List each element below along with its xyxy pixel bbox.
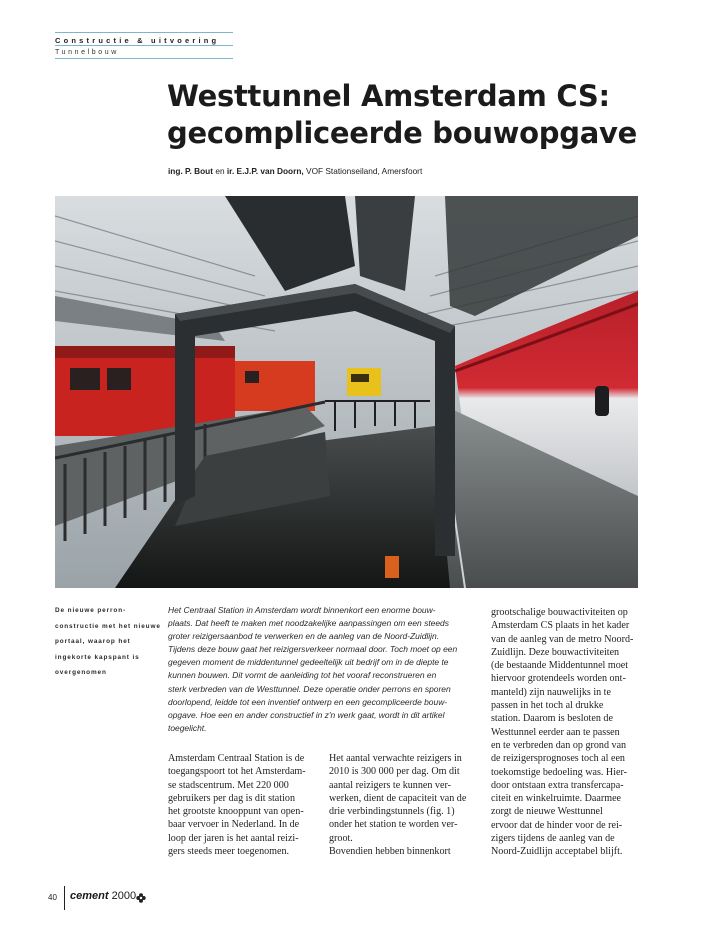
body-line: werken, dient de capaciteit van de — [329, 792, 467, 804]
page-number: 40 — [48, 893, 57, 902]
article-intro — [168, 604, 476, 735]
author-2: ir. E.J.P. van Doorn, — [226, 166, 304, 176]
magazine-year: 2000 — [108, 890, 137, 902]
body-column-3 — [491, 606, 639, 859]
body-line: station. Daarom is besloten de — [491, 713, 613, 725]
intro-line: doorlopend, leidde tot een inventief ontwerp en een gecompliceerde bouw- — [168, 696, 448, 707]
body-line: drie verbindingstunnels (fig. 1) — [329, 806, 455, 818]
station-photo — [55, 196, 638, 588]
body-line: en te verbreden dan op grond van — [491, 739, 627, 751]
body-line: baar vervoer in Nederland. In de — [168, 819, 300, 831]
body-line: zigers tijdens de aanleg van de — [491, 833, 615, 845]
caption-line: portaal, waarop het — [55, 638, 131, 646]
body-line: gebruikers per dag is dit station — [168, 792, 295, 804]
body-line: aantal reizigers te kunnen ver- — [329, 779, 451, 791]
body-line: loop der jaren is het aantal reizi- — [168, 832, 299, 844]
body-line: de reizigersprognoses toch al een — [491, 753, 625, 765]
body-line: 2010 is 300 000 per dag. Om dit — [329, 766, 460, 778]
photo-caption — [55, 603, 161, 681]
body-line: citeit en winkelruimte. Daarmee — [491, 793, 622, 805]
header-rule-top — [55, 32, 233, 33]
body-line: se stadscentrum. Met 220 000 — [168, 779, 289, 791]
intro-line: plaats. Dat heeft te maken met noodzakelijke aanpassingen om een steeds — [168, 618, 449, 629]
body-column-1 — [168, 752, 316, 858]
body-line: (de bestaande Middentunnel moet — [491, 660, 629, 672]
body-line: hiervoor grotendeels worden ont- — [491, 673, 626, 685]
caption-line: constructie met het nieuwe — [55, 622, 161, 630]
body-line: Amsterdam Centraal Station is de — [168, 753, 305, 764]
flower-icon — [136, 893, 146, 903]
header-rule-middle — [55, 45, 233, 46]
author-line — [168, 166, 422, 176]
intro-line: groter reizigersaanbod te verwerken en de aanleg van de Noord-Zuidlijn. — [168, 631, 440, 642]
intro-line: opgave. Hoe een en ander constructief in z'n werk gaat, wordt in dit artikel — [168, 709, 445, 720]
magazine-title: cement — [70, 890, 109, 902]
body-column-2 — [329, 752, 477, 858]
station-photo-illustration — [55, 196, 638, 588]
body-line: het grootste knooppunt van open- — [168, 806, 304, 818]
intro-line: Tijdens deze bouw gaat het reizigersverkeer normaal door. Toch moet op een — [168, 644, 458, 655]
author-1: ing. P. Bout — [168, 166, 214, 176]
title-line-1: Westtunnel Amsterdam CS: — [167, 79, 610, 113]
body-line: Noord-Zuidlijn acceptabel blijft. — [491, 846, 623, 858]
header-rule-bottom — [55, 58, 233, 59]
subsection-label: Tunnelbouw — [55, 49, 119, 56]
title-line-2: gecompliceerde bouwopgave — [167, 116, 637, 150]
body-line: door ontstaan extra transfercapa- — [491, 779, 624, 791]
body-line: onder het station te worden ver- — [329, 819, 458, 831]
caption-line: overgenomen — [55, 669, 107, 677]
intro-line: sterk verbreden van de Westtunnel. Deze operatie onder perrons en sporen — [168, 683, 451, 694]
intro-line: Het Centraal Station in Amsterdam wordt binnenkort een enorme bouw- — [168, 605, 436, 615]
body-line: Zuidlijn. Deze bouwactiviteiten — [491, 646, 620, 658]
author-join: en — [213, 166, 227, 176]
footer-divider — [64, 886, 65, 910]
body-line: zorgt de nieuwe Westtunnel — [491, 806, 603, 818]
body-line: Het aantal verwachte reizigers in — [329, 753, 462, 764]
body-line: Bovendien hebben binnenkort — [329, 846, 451, 858]
body-line: Amsterdam CS plaats in het kader — [491, 620, 630, 632]
body-line: gers steeds meer toegenomen. — [168, 846, 290, 858]
body-line: toegangspoort tot het Amsterdam- — [168, 766, 306, 778]
body-line: van de aanleg van de metro Noord- — [491, 633, 634, 645]
body-line: grootschalige bouwactiviteiten op — [491, 607, 628, 618]
body-line: passen in het toch al drukke — [491, 700, 604, 712]
caption-line: De nieuwe perron- — [55, 607, 127, 614]
intro-line: toegelicht. — [168, 722, 207, 733]
body-line: Westtunnel eerder aan te passen — [491, 726, 620, 738]
body-line: groot. — [329, 832, 353, 844]
body-line: ervoor dat de hinder voor de rei- — [491, 819, 623, 831]
caption-line: ingekorte kapspant is — [55, 653, 140, 661]
intro-line: kunnen bouwen. Dit vormt de aanleiding tot het vooraf reconstrueren en — [168, 670, 437, 681]
body-line: manteld) zijn nauwelijks in te — [491, 686, 611, 698]
intro-line: gegeven moment de middentunnel gedeeltelijk uit bedrijf om in de diepte te — [168, 657, 449, 668]
section-label: Constructie & uitvoering — [55, 36, 220, 45]
body-line: toekomstige bedoeling was. Hier- — [491, 766, 628, 778]
article-title — [167, 78, 687, 152]
magazine-name — [70, 890, 136, 902]
author-affiliation: VOF Stationseiland, Amersfoort — [303, 166, 423, 176]
